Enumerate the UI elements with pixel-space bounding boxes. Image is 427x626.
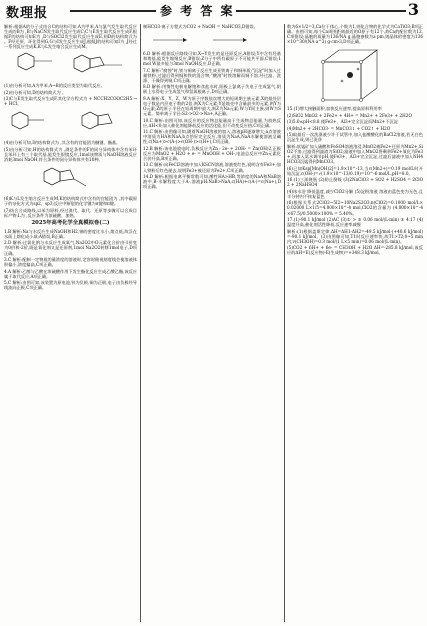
answer-paragraph: (5)由分析可知,H的结构简式为 ,满足条件的F的同分异构体中含有苯环且苯环上有三个取代基,能发生银镜反应,1mol该物质与NaOH溶液反应消耗3mol NaOH,符合条件的同分异构体共有10种。 xyxy=(4,146,137,163)
answer-paragraph: (6)根据关系式2ClO2~5I2~10Na2S2O3,n(ClO2)=0.1000 mol/L×0.02000 L×1/5=4.000×10^-4 mol,ClO2的含量为 (4.000×10^-4×67.5)/0.5000×100% = 5.40%。 xyxy=(287,200,423,216)
answer-paragraph: 解析:软锰矿加入硫酸和FeSO4溶液溶浸,MnO2被Fe2+还原为Mn2+,SiO2不溶,过滤得到滤渣为SiO2;滤液中加入MnO2将剩余Fe2+氧化为Fe3+,再加入氨水调节pH,使Fe3+、Al3+完全沉淀,过滤后滤液中加入NH4HCO3沉锰得到MnCO3。 xyxy=(287,143,423,165)
answer-paragraph: (6)已知Ksp[Mn(OH)2]=1.9×10^-13,当c(Mn2+)=0.19 mol/L时开始沉淀,c(OH-)=√(1.9×10^-13/0.19)=10^-6 mol/L,pH=8.0。 xyxy=(287,165,423,176)
answer-paragraph: 6.D 解析:根据反应路线可知,X→Y发生的是还原反应,A错误;Y中含有羟基和羧基,能发生缩聚反应,B错误;Z分子中所有碳原子不可能共平面,C错误;1mol W最多能与3mol NaOH反应,D正确。 xyxy=(143,51,281,67)
answer-paragraph: 12.B 解析:该电池放电时,负极反应为Zn - 2e- + 2OH- = Zn(OH)2,正极反应为MnO2 + H2O + e- = MnOOH + OH-,电池总反应中Zn元素化合价升高,B项正确。 xyxy=(143,145,281,161)
crystal-cell-drawing xyxy=(317,46,387,104)
page-header xyxy=(0,0,427,22)
column-divider-1 xyxy=(140,24,141,622)
crystal-cell-figure xyxy=(317,46,387,104)
newspaper-logo: 数理报 xyxy=(6,6,49,21)
column-divider-2 xyxy=(284,24,285,622)
answer-paragraph: (2)由分析可知,D的结构简式为 。 xyxy=(4,89,67,95)
reaction-scheme-drawing xyxy=(143,31,281,49)
answer-paragraph: (7)结合合成路线,以苯为原料,经过溴代、取代、还原等步骤可以合成目标产物,L为 ,反应条件为浓硫酸、加热。 xyxy=(4,207,137,218)
chemical-structure-figure xyxy=(4,164,137,194)
answer-paragraph: (1)由分析可知,A为甲苯,A→B的反应类型为取代反应。 xyxy=(4,83,105,89)
answer-paragraph: 解析:根据A的分子式结合C的结构可知,A为甲苯,A与氯气发生取代反应生成的B为 ,B与NaCN发生取代反应生成C;C与E发生取代反应生成F,根据F的结构可知E为 ,D与SOCl2发生取代反应生成E,则D的结构简式为 。F经还原、环化得到G,G与I发生反应生成J,根据J的结构可知I为 ,J经过一系列反应生成K,K与L发生缩合反应生成M。 xyxy=(4,24,137,50)
answer-paragraph: 10.C 解析:由图可知,该反应的反应物总能量高于生成物总能量,为放热反应,ΔH<0;加入催化剂能降低反应的活化能,但不改变反应热,C项正确。 xyxy=(143,117,281,128)
column-3 xyxy=(287,24,423,620)
page-number: 3 xyxy=(407,0,419,19)
answer-paragraph: 11.C 解析:由图像可知,随着NaOH溶液的加入,溶液pH逐渐增大;a点溶液中溶质为HA和NaA,b点恰好完全反应,溶质为NaA,NaA水解使溶液呈碱性,c(Na+)>c(A-)>c(OH-)>c(H+),C项正确。 xyxy=(143,129,281,145)
answer-paragraph: 7.C 解析:"腐蚀"时,铁与铜离子反应生成亚铁离子和铜单质;"沉淀"时加入过量铁粉,过滤后得到铜和铁的混合物;"酸溶"时铁溶解而铜不溶,经过滤、洗涤、干燥得到铜,C项正确。 xyxy=(143,67,281,83)
answer-paragraph: 13.C 解析:向FeCl3溶液中加入KSCN溶液,溶液变红色,说明含有Fe3+;加入铁粉后红色褪去,说明Fe3+被还原为Fe2+,C项正确。 xyxy=(143,162,281,173)
structure-drawing xyxy=(4,108,137,138)
section-heading: 2025年高考化学全真模拟卷(二) xyxy=(31,219,110,226)
answer-paragraph: 制HCO3-离子方程式为CO2 + NaOH = NaHCO3,D错误。 xyxy=(143,24,258,29)
title-rule-right xyxy=(236,10,406,12)
answer-paragraph: 9.A 解析:X、Y、Z、W为原子序数依次增大的短周期主族元素,X的最外层电子数是内层电子数的2倍,则X为C元素;Y是地壳中含量最多的元素,则Y为O元素;Z的原子半径在短周期中最大,则Z为Na元素;W与Y同主族,则W为S元素。简单离子半径:S2->O2->Na+,A正确。 xyxy=(143,95,281,117)
title-rule-left xyxy=(70,10,156,12)
answer-paragraph: 5.C 解析:由图可知,该装置为原电池,锌为负极,铜为正极,电子由负极经导线流向正极,C项正确。 xyxy=(4,280,137,291)
structure-drawing xyxy=(4,164,137,194)
reaction-scheme-figure xyxy=(143,31,281,49)
answer-paragraph: 解析:(1)根据盖斯定律,ΔH=ΔH1-ΔH2=-49.5 kJ/mol-(+40.6 kJ/mol)=-90.1 kJ/mol。(3)由图像可知,T1时反应速率快,故T1>T2;0~5 min内,v(CH3OH)=0.3 mol/(1 L×5 min)=0.06 mol/(L·min)。 xyxy=(287,228,423,244)
chemical-structure-figure xyxy=(4,51,137,81)
answer-paragraph: 15.(1)增大接触面积,加快反应速率,提高原料利用率 xyxy=(287,106,382,112)
answer-paragraph: 4.A 解析:乙醇与乙酸在浓硫酸作用下发生酯化反应生成乙酸乙酯,该反应属于取代反应,A项正确。 xyxy=(4,268,137,279)
answer-paragraph: (5)取最后一次洗涤液少许于试管中,加入盐酸酸化的BaCl2溶液,若无白色沉淀生成,则已洗净 xyxy=(287,132,423,143)
chemical-structure-figure xyxy=(4,108,137,138)
answer-paragraph: (4)Mn2+ + 2HCO3- = MnCO3↓ + CO2↑ + H2O xyxy=(287,125,391,131)
answer-paragraph: (2)SiO2 MnO2 + 2Fe2+ + 4H+ = Mn2+ + 2Fe3+ + 2H2O xyxy=(287,112,412,118)
answer-paragraph: (6)K与L发生缩合反应生成M,K的结构简式中含有的官能团为 ,其中碳原子的杂化方式为sp2、sp3;反应中断裂的化学键为σ键和π键。 xyxy=(4,196,137,207)
answer-paragraph: (3)5.0≤pH<8.8 使Fe3+、Al3+完全沉淀而Mn2+不沉淀 xyxy=(287,119,398,125)
answer-paragraph: 8.D 解析:用惰性电极电解饱和食盐水时,阳极上氯离子失电子生成氯气,阴极上水得电子生成氢气和氢氧根离子,D项正确。 xyxy=(143,84,281,95)
answer-paragraph: (3)C与E发生取代反应生成F,其化学方程式为 + NCCH2COOC2H5 → + HCl。 xyxy=(4,96,137,107)
answer-paragraph: (4)冰水浴 降低温度,减少ClO2分解 (5)淀粉溶液 溶液由蓝色变为无色,且半分钟内不恢复蓝色 xyxy=(287,188,423,199)
answer-paragraph: 2.D 解析:过氧化钠与水反应生成氧气,Na2O2中O元素化合价由-1价变为0价和-2价,既是氧化剂又是还原剂,1mol Na2O2转移1mol电子,D项正确。 xyxy=(4,240,137,256)
answer-paragraph: (4)由分析可知,I的结构简式为 ,其含有的官能团为醚键、酯基。 xyxy=(4,140,121,146)
answer-paragraph: 3.C 解析:配制一定物质的量浓度的溶液时,定容时俯视刻度线会使溶液体积偏小,浓度偏高,C项正确。 xyxy=(4,257,137,268)
answer-paragraph: 1.B 解析:Na与水反应生成NaOH和H2,钠的密度比水小,熔点低,故浮在水面上熔化成小球;A错误,B正确。 xyxy=(4,228,137,239)
answer-paragraph: 14.D 解析:根据电离平衡常数可知,酸性HA>HB,等浓度的NaA和NaB溶液中,B-水解程度大于A-,溶液pH:NaB>NaA,c(HA)+c(A-)=c(Na+),D项正确。 xyxy=(143,174,281,190)
answer-paragraph: (5)CO2 + 6H+ + 6e- = CH3OH + H2O ΔH=-285.8 kJ/mol,该反应的ΔH=E(反应物)-E(生成物)=+348.3 kJ/mol。 xyxy=(287,245,423,256)
structure-drawing xyxy=(4,51,137,81)
answer-paragraph: 17.(1)-90.1 kJ/mol (2)AC (3)① > ② 0.06 mol/(L·min) ③ 4.17 (4)温度升高,催化剂活性降低,反应速率减慢 xyxy=(287,217,423,228)
answer-paragraph: 16.(1)三颈烧瓶 (2)防止倒吸 (3)2NaClO3 + SO2 + H2SO4 = 2ClO2 + 2NaHSO4 xyxy=(287,177,423,188)
column-2 xyxy=(143,24,281,620)
section-title: 参 考 答 案 xyxy=(160,4,235,18)
column-1 xyxy=(4,24,137,620)
answer-paragraph: 数为6×1/2=3,Ca位于体心,个数为1,则化合物的化学式为CaTiO3;B项正确。由图可知,每个Ca周围距离最近的O原子有12个,故Ca的配位数为12,C项错误;晶胞的质量为136/NA g,晶胞参数为a pm,则晶体的密度为136×10^30/(NA·a^3) g·cm-3,D项正确。 xyxy=(287,24,423,45)
